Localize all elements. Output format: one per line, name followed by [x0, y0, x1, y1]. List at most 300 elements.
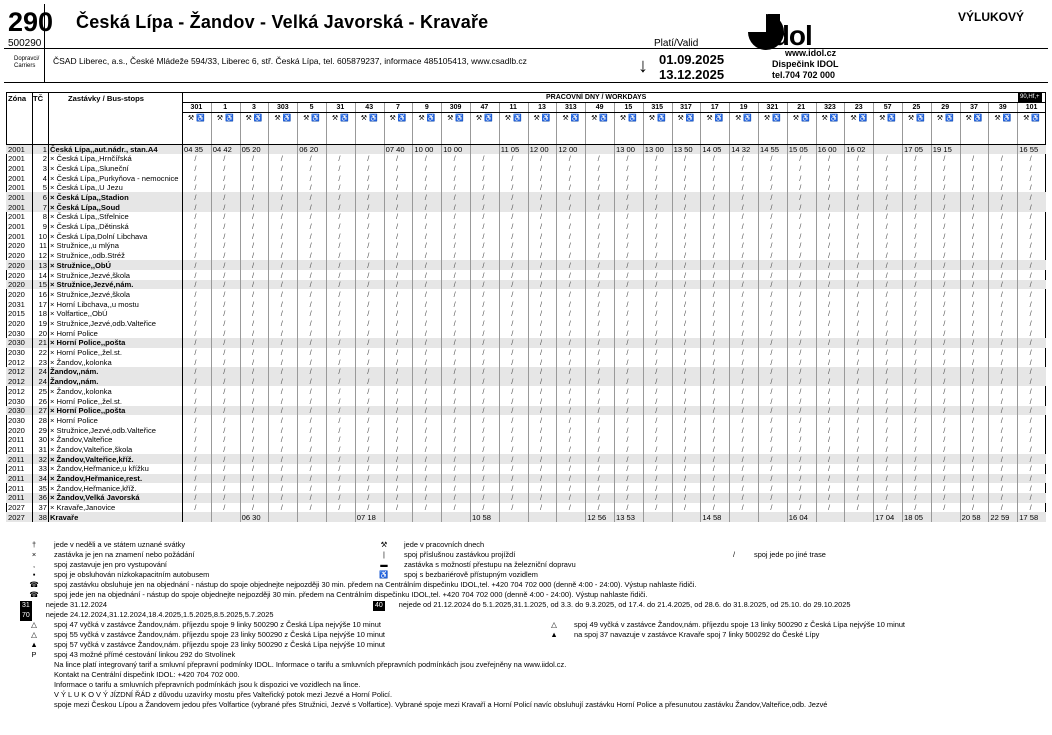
trip-number: 31	[336, 104, 345, 111]
stop-name: Kravaře	[50, 512, 79, 522]
route-marker: /	[943, 367, 946, 377]
route-marker: /	[684, 328, 687, 338]
stop-zone: 2030	[8, 415, 25, 425]
trip-symbols-icon: ⚒ ♿	[389, 115, 407, 122]
route-marker: /	[856, 406, 859, 416]
route-marker: /	[972, 338, 975, 348]
route-marker: /	[194, 202, 197, 212]
outage-label: VÝLUKOVÝ	[958, 10, 1025, 24]
route-marker: /	[655, 270, 658, 280]
col-zone-header: Zóna	[8, 94, 27, 103]
route-marker: /	[194, 377, 197, 387]
route-marker: /	[568, 377, 571, 387]
route-marker: /	[885, 173, 888, 183]
route-marker: /	[885, 202, 888, 212]
route-marker: /	[309, 406, 312, 416]
route-marker: /	[424, 260, 427, 270]
stop-order: 9	[42, 222, 47, 232]
triangle-filled-icon: ▲	[30, 640, 38, 649]
route-marker: /	[367, 251, 370, 261]
departure-time: 13 50	[673, 144, 693, 154]
route-marker: /	[424, 386, 427, 396]
legend-49: spoj 49 vyčká v zastávce Žandov,nám. příjezdu spoje 13 linky 500290 z Česká Lípa nejvýše 10 minut	[574, 620, 905, 629]
route-marker: /	[223, 493, 226, 503]
route-marker: /	[626, 183, 629, 193]
route-marker: /	[770, 309, 773, 319]
trip-symbols-icon: ⚒ ♿	[331, 115, 349, 122]
route-marker: /	[972, 406, 975, 416]
route-marker: /	[194, 367, 197, 377]
grid-line	[700, 102, 701, 522]
route-marker: /	[453, 270, 456, 280]
route-marker: /	[885, 270, 888, 280]
stop-name: × Žandov,,kolonka	[50, 357, 112, 367]
route-marker: /	[712, 493, 715, 503]
route-marker: /	[626, 222, 629, 232]
route-marker: /	[396, 386, 399, 396]
route-marker: /	[338, 163, 341, 173]
route-marker: /	[568, 163, 571, 173]
route-marker: /	[597, 183, 600, 193]
route-marker: /	[424, 154, 427, 164]
route-marker: /	[626, 251, 629, 261]
route-marker: /	[252, 348, 255, 358]
route-marker: /	[626, 444, 629, 454]
route-marker: /	[511, 474, 514, 484]
route-marker: /	[1029, 280, 1032, 290]
route-marker: /	[194, 338, 197, 348]
route-marker: /	[252, 231, 255, 241]
departure-time: 16 02	[846, 144, 866, 154]
route-marker: /	[367, 493, 370, 503]
route-marker: /	[712, 474, 715, 484]
route-marker: /	[828, 328, 831, 338]
route-marker: /	[741, 299, 744, 309]
route-marker: /	[856, 425, 859, 435]
route-marker: /	[367, 163, 370, 173]
route-marker: /	[1029, 503, 1032, 513]
route-marker: /	[424, 270, 427, 280]
grid-line	[585, 102, 586, 522]
route-marker: /	[770, 396, 773, 406]
route-marker: /	[540, 289, 543, 299]
route-marker: /	[367, 318, 370, 328]
route-marker: /	[943, 503, 946, 513]
route-marker: /	[914, 328, 917, 338]
route-marker: /	[424, 444, 427, 454]
route-marker: /	[424, 299, 427, 309]
route-marker: /	[712, 348, 715, 358]
route-marker: /	[914, 377, 917, 387]
route-marker: /	[799, 280, 802, 290]
route-marker: /	[568, 435, 571, 445]
route-marker: /	[223, 406, 226, 416]
departure-time: 12 00	[558, 144, 578, 154]
route-marker: /	[828, 357, 831, 367]
route-marker: /	[367, 415, 370, 425]
route-marker: /	[972, 464, 975, 474]
route-marker: /	[856, 493, 859, 503]
grid-line	[960, 102, 961, 522]
route-marker: /	[799, 386, 802, 396]
route-marker: /	[511, 328, 514, 338]
stop-order: 4	[42, 173, 47, 183]
route-marker: /	[309, 444, 312, 454]
cross-icon: †	[31, 540, 37, 549]
departure-time: 17 58	[1019, 512, 1039, 522]
route-marker: /	[684, 309, 687, 319]
stop-name: × Žandov,Valteřice	[50, 435, 113, 445]
grid-line	[988, 102, 989, 522]
logo-dispatch: Dispečink IDOL	[772, 59, 839, 69]
route-marker: /	[799, 503, 802, 513]
route-marker: /	[741, 425, 744, 435]
route-marker: /	[309, 503, 312, 513]
route-marker: /	[914, 474, 917, 484]
route-marker: /	[1000, 222, 1003, 232]
route-marker: /	[338, 173, 341, 183]
route-marker: /	[194, 425, 197, 435]
route-marker: /	[1000, 338, 1003, 348]
route-marker: /	[885, 357, 888, 367]
route-marker: /	[684, 270, 687, 280]
stop-name: × Česká Lípa,Dolní Libchava	[50, 231, 148, 241]
route-marker: /	[396, 154, 399, 164]
route-marker: /	[194, 173, 197, 183]
departure-time: 05 20	[241, 144, 261, 154]
route-marker: /	[511, 386, 514, 396]
stop-order: 24	[38, 367, 47, 377]
route-marker: /	[252, 280, 255, 290]
route-marker: /	[972, 425, 975, 435]
trip-number: 301	[190, 104, 203, 111]
phone-trip-icon: ☎	[29, 590, 39, 599]
route-marker: /	[684, 299, 687, 309]
route-marker: /	[309, 318, 312, 328]
route-marker: /	[943, 231, 946, 241]
route-marker: /	[770, 163, 773, 173]
triangle-filled-icon: ▲	[550, 630, 558, 639]
route-marker: /	[741, 396, 744, 406]
stop-name: × Horní Police	[50, 328, 98, 338]
route-marker: /	[511, 435, 514, 445]
route-marker: /	[914, 435, 917, 445]
route-marker: /	[799, 192, 802, 202]
route-marker: /	[684, 173, 687, 183]
logo-text: idol	[766, 20, 812, 51]
route-marker: /	[338, 464, 341, 474]
route-marker: /	[914, 163, 917, 173]
route-marker: /	[511, 241, 514, 251]
route-marker: /	[972, 192, 975, 202]
route-marker: /	[280, 386, 283, 396]
route-marker: /	[741, 192, 744, 202]
route-marker: /	[568, 474, 571, 484]
route-marker: /	[684, 348, 687, 358]
route-marker: /	[280, 483, 283, 493]
route-marker: /	[770, 183, 773, 193]
route-marker: /	[568, 454, 571, 464]
route-marker: /	[511, 318, 514, 328]
route-marker: /	[914, 386, 917, 396]
route-marker: /	[972, 280, 975, 290]
route-marker: /	[309, 425, 312, 435]
route-marker: /	[1029, 202, 1032, 212]
trip-number: 317	[680, 104, 692, 111]
route-marker: /	[1029, 212, 1032, 222]
route-marker: /	[540, 260, 543, 270]
route-marker: /	[885, 386, 888, 396]
route-marker: /	[856, 386, 859, 396]
route-marker: /	[453, 483, 456, 493]
stop-name: × Horní Police,,pošta	[50, 406, 126, 416]
route-marker: /	[424, 222, 427, 232]
route-marker: /	[1029, 260, 1032, 270]
route-marker: /	[885, 154, 888, 164]
route-marker: /	[568, 192, 571, 202]
route-marker: /	[943, 270, 946, 280]
route-marker: /	[511, 348, 514, 358]
route-marker: /	[482, 357, 485, 367]
stop-name: × Stružnice,,ObÚ	[50, 260, 111, 270]
route-marker: /	[885, 493, 888, 503]
route-marker: /	[741, 289, 744, 299]
route-marker: /	[684, 406, 687, 416]
route-marker: /	[511, 231, 514, 241]
route-marker: /	[482, 183, 485, 193]
stop-name: × Žandov,Valteřice,kříž.	[50, 454, 134, 464]
route-marker: /	[482, 483, 485, 493]
route-marker: /	[799, 299, 802, 309]
route-marker: /	[338, 474, 341, 484]
route-marker: /	[280, 415, 283, 425]
route-marker: /	[252, 425, 255, 435]
route-marker: /	[194, 183, 197, 193]
stop-order: 5	[42, 183, 47, 193]
route-marker: /	[972, 474, 975, 484]
trip-number: 23	[854, 104, 863, 111]
route-marker: /	[712, 192, 715, 202]
route-marker: /	[540, 348, 543, 358]
route-marker: /	[799, 212, 802, 222]
route-marker: /	[223, 183, 226, 193]
stop-zone: 2011	[8, 474, 25, 484]
grid-line	[729, 102, 730, 522]
route-marker: /	[424, 212, 427, 222]
legend-other-route: spoj jede po jiné trase	[754, 550, 826, 559]
route-marker: /	[741, 454, 744, 464]
route-marker: /	[252, 386, 255, 396]
route-marker: /	[943, 289, 946, 299]
route-marker: /	[453, 309, 456, 319]
route-marker: /	[568, 464, 571, 474]
route-marker: /	[1000, 415, 1003, 425]
route-marker: /	[914, 299, 917, 309]
route-marker: /	[914, 173, 917, 183]
route-marker: /	[684, 241, 687, 251]
route-marker: /	[309, 328, 312, 338]
route-marker: /	[280, 474, 283, 484]
route-marker: /	[799, 173, 802, 183]
trip-symbols-icon: ⚒ ♿	[879, 115, 897, 122]
route-marker: /	[482, 192, 485, 202]
route-marker: /	[338, 280, 341, 290]
route-marker: /	[626, 260, 629, 270]
route-marker: /	[597, 503, 600, 513]
route-marker: /	[914, 202, 917, 212]
route-marker: /	[828, 260, 831, 270]
route-marker: /	[885, 483, 888, 493]
route-marker: /	[396, 454, 399, 464]
route-marker: /	[655, 328, 658, 338]
route-marker: /	[1000, 192, 1003, 202]
route-marker: /	[741, 367, 744, 377]
trip-number: 25	[912, 104, 921, 111]
route-marker: /	[540, 435, 543, 445]
route-marker: /	[684, 251, 687, 261]
route-marker: /	[309, 493, 312, 503]
route-marker: /	[828, 483, 831, 493]
route-marker: /	[770, 154, 773, 164]
route-marker: /	[626, 493, 629, 503]
route-marker: /	[684, 212, 687, 222]
route-marker: /	[540, 503, 543, 513]
route-marker: /	[568, 444, 571, 454]
stop-order: 18	[38, 309, 47, 319]
route-marker: /	[223, 231, 226, 241]
route-marker: /	[540, 493, 543, 503]
route-marker: /	[568, 309, 571, 319]
route-marker: /	[453, 154, 456, 164]
route-marker: /	[856, 280, 859, 290]
route-marker: /	[626, 192, 629, 202]
stop-name: × Žandov,Valteřice,škola	[50, 444, 133, 454]
route-marker: /	[597, 435, 600, 445]
stop-name: × Česká Lípa,,Hrnčířská	[50, 154, 132, 164]
route-marker: /	[712, 367, 715, 377]
departure-time: 13 00	[644, 144, 664, 154]
route-marker: /	[396, 280, 399, 290]
route-marker: /	[856, 367, 859, 377]
route-marker: /	[367, 280, 370, 290]
route-marker: /	[972, 318, 975, 328]
route-marker: /	[568, 270, 571, 280]
route-marker: /	[684, 260, 687, 270]
stop-order: 28	[38, 415, 47, 425]
route-marker: /	[828, 154, 831, 164]
route-marker: /	[424, 415, 427, 425]
route-marker: /	[741, 435, 744, 445]
route-marker: /	[626, 318, 629, 328]
route-marker: /	[223, 163, 226, 173]
route-marker: /	[597, 241, 600, 251]
departure-time: 14 05	[702, 144, 722, 154]
route-marker: /	[367, 260, 370, 270]
route-marker: /	[338, 406, 341, 416]
route-marker: /	[540, 357, 543, 367]
legend-small-bus: spoj je obsluhován nízkokapacitním autobusem	[54, 570, 210, 579]
route-marker: /	[367, 483, 370, 493]
route-marker: /	[943, 222, 946, 232]
route-marker: /	[482, 367, 485, 377]
route-marker: /	[799, 406, 802, 416]
route-marker: /	[655, 309, 658, 319]
legend-70: nejede 24.12.2024,31.12.2024,18.4.2025,1.5.2025,8.5.2025,5.7.2025	[45, 610, 274, 619]
route-marker: /	[280, 425, 283, 435]
stop-order: 31	[38, 444, 47, 454]
route-marker: /	[741, 241, 744, 251]
trip-symbols-icon: ⚒ ♿	[591, 115, 609, 122]
route-marker: /	[914, 406, 917, 416]
route-marker: /	[1029, 406, 1032, 416]
route-marker: /	[626, 454, 629, 464]
stop-name: × Horní Police,,žel.st.	[50, 396, 122, 406]
route-marker: /	[770, 328, 773, 338]
departure-time: 10 58	[472, 512, 492, 522]
route-marker: /	[914, 222, 917, 232]
grid-line	[672, 102, 673, 522]
route-marker: /	[568, 318, 571, 328]
route-marker: /	[684, 503, 687, 513]
route-marker: /	[741, 270, 744, 280]
route-marker: /	[885, 367, 888, 377]
stop-order: 15	[38, 280, 47, 290]
route-marker: /	[943, 173, 946, 183]
departure-time: 11 05	[500, 144, 520, 154]
grid-line	[873, 102, 874, 522]
route-marker: /	[424, 357, 427, 367]
route-marker: /	[799, 483, 802, 493]
route-marker: /	[568, 493, 571, 503]
route-marker: /	[1000, 202, 1003, 212]
route-marker: /	[597, 454, 600, 464]
route-marker: /	[972, 415, 975, 425]
route-marker: /	[309, 357, 312, 367]
route-marker: /	[223, 318, 226, 328]
stop-order: 34	[38, 474, 47, 484]
route-marker: /	[367, 377, 370, 387]
route-marker: /	[1029, 367, 1032, 377]
route-marker: /	[511, 192, 514, 202]
route-marker: /	[338, 444, 341, 454]
route-marker: /	[568, 231, 571, 241]
trip-symbols-icon: ⚒ ♿	[792, 115, 810, 122]
route-marker: /	[511, 163, 514, 173]
stop-name: × Žandov,Velká Javorská	[50, 493, 140, 503]
route-marker: /	[338, 154, 341, 164]
route-marker: /	[309, 396, 312, 406]
route-marker: /	[309, 474, 312, 484]
trip-symbols-icon: ⚒ ♿	[1023, 115, 1041, 122]
route-marker: /	[943, 454, 946, 464]
route-marker: /	[482, 241, 485, 251]
route-marker: /	[597, 357, 600, 367]
route-marker: /	[482, 280, 485, 290]
route-marker: /	[914, 183, 917, 193]
stop-name: × Česká Lípa,,Stadion	[50, 192, 129, 202]
route-marker: /	[194, 474, 197, 484]
route-marker: /	[972, 299, 975, 309]
route-marker: /	[338, 318, 341, 328]
route-marker: /	[885, 260, 888, 270]
route-marker: /	[741, 377, 744, 387]
departure-time: 04 35	[184, 144, 204, 154]
route-marker: /	[453, 299, 456, 309]
route-marker: /	[943, 338, 946, 348]
route-marker: /	[626, 425, 629, 435]
route-marker: /	[568, 241, 571, 251]
route-marker: /	[511, 444, 514, 454]
